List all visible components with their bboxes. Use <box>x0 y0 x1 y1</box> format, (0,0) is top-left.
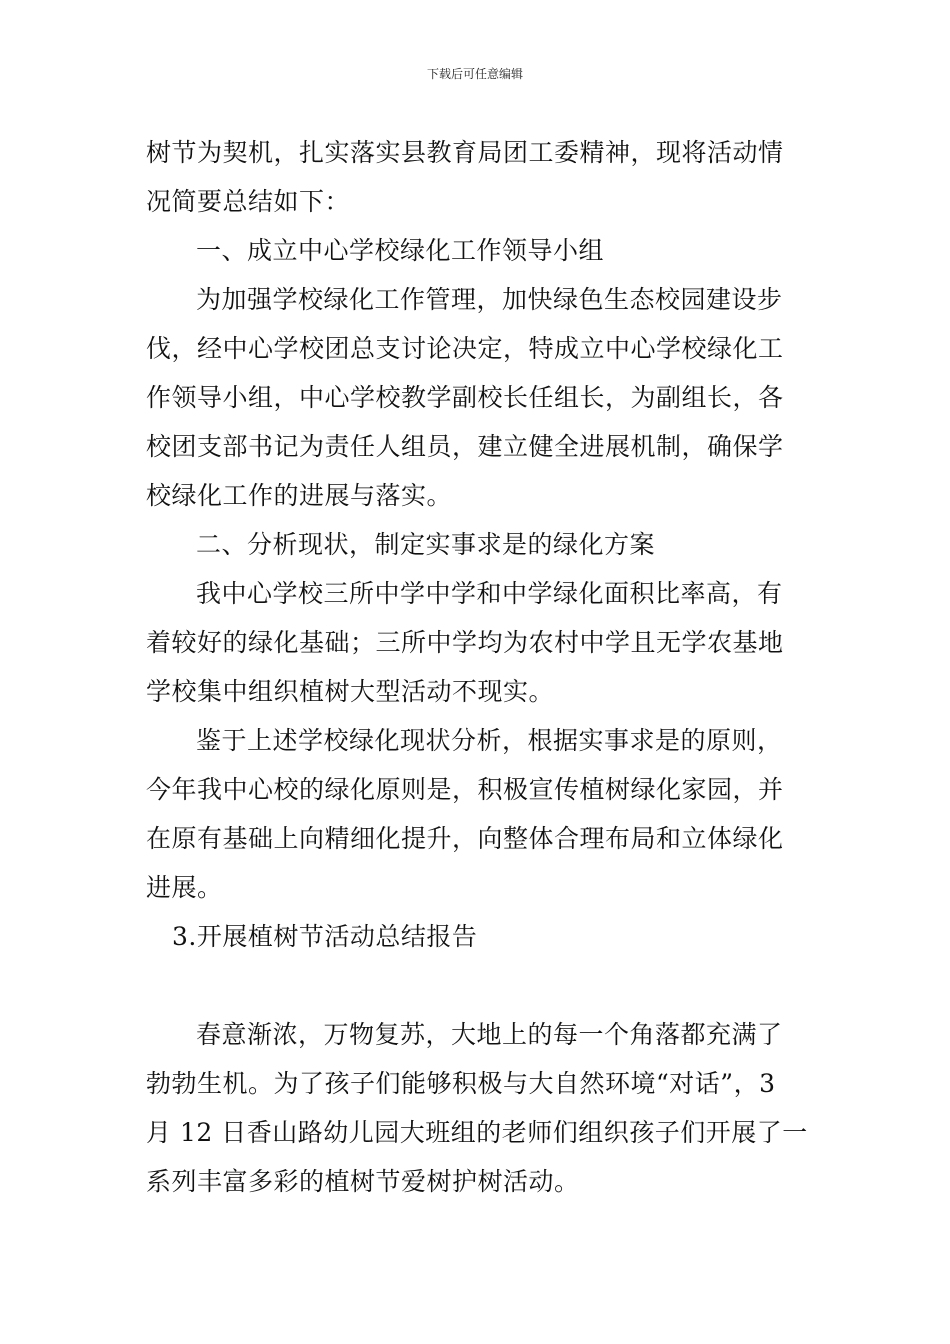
text-line: 校绿化工作的进展与落实。 <box>146 481 453 510</box>
blank-line <box>146 961 806 1010</box>
section-heading-1: 一、成立中心学校绿化工作领导小组 <box>196 236 605 265</box>
section-heading-2: 二、分析现状，制定实事求是的绿化方案 <box>196 530 656 559</box>
text-line: 作领导小组，中心学校教学副校长任组长，为副组长，各 <box>146 383 784 412</box>
text-line: 着较好的绿化基础；三所中学均为农村中学且无学农基地 <box>146 628 784 657</box>
section-heading-3: 3.开展植树节活动总结报告 <box>172 922 478 951</box>
text-line: 我中心学校三所中学中学和中学绿化面积比率高，有 <box>196 579 783 608</box>
text-line: 今年我中心校的绿化原则是，积极宣传植树绿化家园，并 <box>146 775 784 804</box>
text-line: 勃勃生机。为了孩子们能够积极与大自然环境“对话”，3 <box>146 1069 776 1098</box>
text-line: 校团支部书记为责任人组员，建立健全进展机制，确保学 <box>146 432 784 461</box>
text-line: 学校集中组织植树大型活动不现实。 <box>146 677 555 706</box>
text-line: 春意渐浓，万物复苏，大地上的每一个角落都充满了 <box>196 1020 783 1049</box>
text-line: 树节为契机，扎实落实县教育局团工委精神，现将活动情 <box>146 138 784 167</box>
text-line: 进展。 <box>146 873 223 902</box>
document-body <box>146 128 806 1206</box>
text-line: 伐，经中心学校团总支讨论决定，特成立中心学校绿化工 <box>146 334 784 363</box>
text-line: 系列丰富多彩的植树节爱树护树活动。 <box>146 1167 580 1196</box>
text-line: 况简要总结如下： <box>146 187 351 216</box>
page-header-note: 下载后可任意编辑 <box>426 67 523 81</box>
text-line: 鉴于上述学校绿化现状分析，根据实事求是的原则， <box>196 726 783 755</box>
text-line: 为加强学校绿化工作管理，加快绿色生态校园建设步 <box>196 285 783 314</box>
text-line: 在原有基础上向精细化提升，向整体合理布局和立体绿化 <box>146 824 784 853</box>
text-line: 月 12 日香山路幼儿园大班组的老师们组织孩子们开展了一 <box>146 1118 808 1147</box>
